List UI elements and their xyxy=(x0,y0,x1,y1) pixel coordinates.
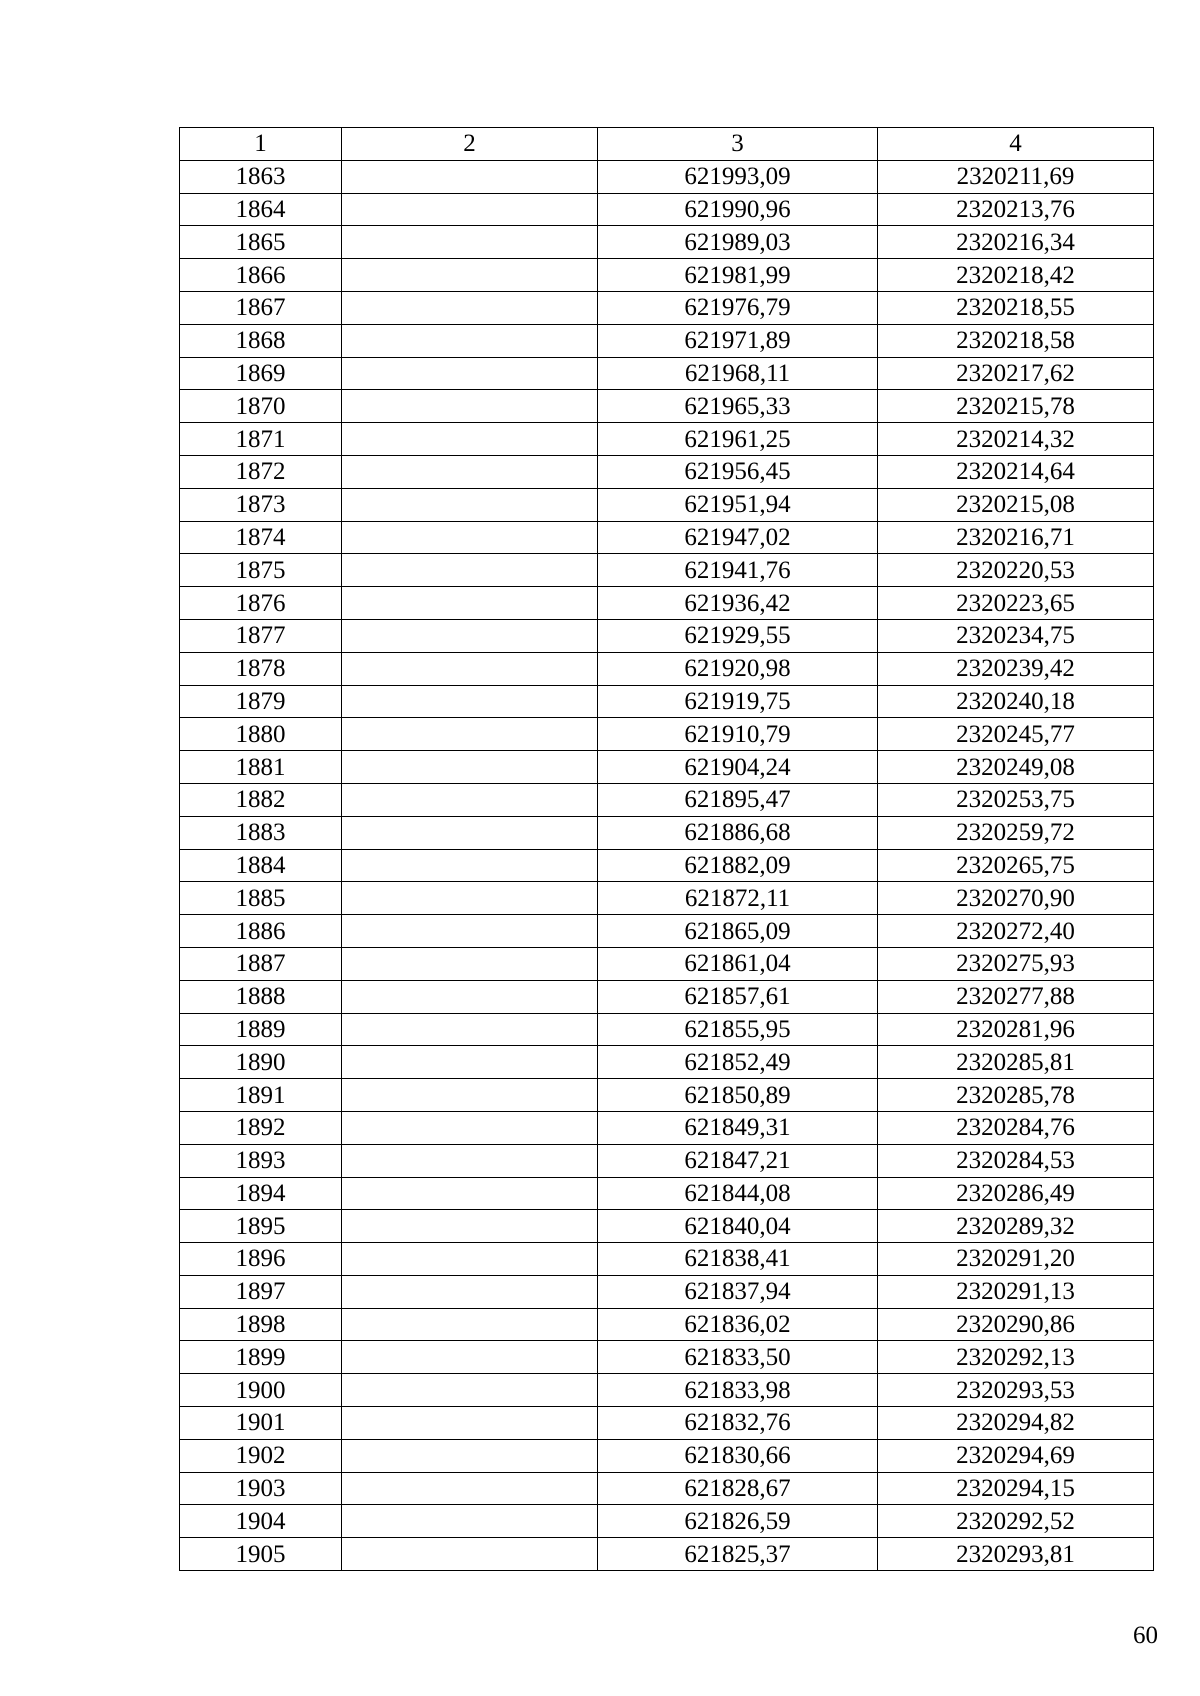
x-coordinate-cell: 621838,41 xyxy=(598,1243,878,1276)
point-number-cell: 1901 xyxy=(180,1407,342,1440)
x-coordinate-cell: 621872,11 xyxy=(598,882,878,915)
point-number-cell: 1883 xyxy=(180,816,342,849)
empty-cell xyxy=(342,652,598,685)
x-coordinate-cell: 621828,67 xyxy=(598,1472,878,1505)
y-coordinate-cell: 2320217,62 xyxy=(878,357,1154,390)
table-row xyxy=(180,554,1154,587)
point-number-cell: 1873 xyxy=(180,488,342,521)
empty-cell xyxy=(342,1472,598,1505)
point-number-cell: 1866 xyxy=(180,259,342,292)
empty-cell xyxy=(342,554,598,587)
point-number-cell: 1881 xyxy=(180,751,342,784)
y-coordinate-cell: 2320291,20 xyxy=(878,1243,1154,1276)
table-row xyxy=(180,751,1154,784)
x-coordinate-cell: 621965,33 xyxy=(598,390,878,423)
x-coordinate-cell: 621861,04 xyxy=(598,947,878,980)
empty-cell xyxy=(342,357,598,390)
table-row xyxy=(180,291,1154,324)
empty-cell xyxy=(342,1144,598,1177)
point-number-cell: 1884 xyxy=(180,849,342,882)
column-header-3: 3 xyxy=(598,128,878,161)
y-coordinate-cell: 2320216,71 xyxy=(878,521,1154,554)
point-number-cell: 1870 xyxy=(180,390,342,423)
y-coordinate-cell: 2320293,53 xyxy=(878,1374,1154,1407)
table-row xyxy=(180,423,1154,456)
x-coordinate-cell: 621895,47 xyxy=(598,783,878,816)
point-number-cell: 1864 xyxy=(180,193,342,226)
point-number-cell: 1898 xyxy=(180,1308,342,1341)
point-number-cell: 1895 xyxy=(180,1210,342,1243)
table-row xyxy=(180,1538,1154,1571)
table-row xyxy=(180,1439,1154,1472)
empty-cell xyxy=(342,423,598,456)
point-number-cell: 1879 xyxy=(180,685,342,718)
table-row xyxy=(180,1275,1154,1308)
point-number-cell: 1888 xyxy=(180,980,342,1013)
table-header-row xyxy=(180,128,1154,161)
empty-cell xyxy=(342,1079,598,1112)
point-number-cell: 1876 xyxy=(180,587,342,620)
y-coordinate-cell: 2320215,78 xyxy=(878,390,1154,423)
y-coordinate-cell: 2320286,49 xyxy=(878,1177,1154,1210)
y-coordinate-cell: 2320284,76 xyxy=(878,1111,1154,1144)
x-coordinate-cell: 621956,45 xyxy=(598,455,878,488)
table-row xyxy=(180,915,1154,948)
point-number-cell: 1871 xyxy=(180,423,342,456)
table-row xyxy=(180,980,1154,1013)
empty-cell xyxy=(342,685,598,718)
empty-cell xyxy=(342,1275,598,1308)
empty-cell xyxy=(342,1046,598,1079)
table-row xyxy=(180,226,1154,259)
y-coordinate-cell: 2320214,64 xyxy=(878,455,1154,488)
empty-cell xyxy=(342,1341,598,1374)
point-number-cell: 1892 xyxy=(180,1111,342,1144)
y-coordinate-cell: 2320211,69 xyxy=(878,160,1154,193)
table-row xyxy=(180,1407,1154,1440)
point-number-cell: 1877 xyxy=(180,619,342,652)
x-coordinate-cell: 621941,76 xyxy=(598,554,878,587)
empty-cell xyxy=(342,455,598,488)
table-row xyxy=(180,1013,1154,1046)
empty-cell xyxy=(342,1374,598,1407)
table-row xyxy=(180,1210,1154,1243)
table-row xyxy=(180,783,1154,816)
table-row xyxy=(180,882,1154,915)
y-coordinate-cell: 2320293,81 xyxy=(878,1538,1154,1571)
point-number-cell: 1887 xyxy=(180,947,342,980)
x-coordinate-cell: 621833,50 xyxy=(598,1341,878,1374)
table-row xyxy=(180,1505,1154,1538)
y-coordinate-cell: 2320218,42 xyxy=(878,259,1154,292)
x-coordinate-cell: 621849,31 xyxy=(598,1111,878,1144)
empty-cell xyxy=(342,718,598,751)
table-row xyxy=(180,1472,1154,1505)
y-coordinate-cell: 2320277,88 xyxy=(878,980,1154,1013)
x-coordinate-cell: 621882,09 xyxy=(598,849,878,882)
y-coordinate-cell: 2320292,13 xyxy=(878,1341,1154,1374)
point-number-cell: 1900 xyxy=(180,1374,342,1407)
y-coordinate-cell: 2320239,42 xyxy=(878,652,1154,685)
y-coordinate-cell: 2320265,75 xyxy=(878,849,1154,882)
x-coordinate-cell: 621830,66 xyxy=(598,1439,878,1472)
y-coordinate-cell: 2320294,82 xyxy=(878,1407,1154,1440)
table-row xyxy=(180,1111,1154,1144)
y-coordinate-cell: 2320285,78 xyxy=(878,1079,1154,1112)
x-coordinate-cell: 621981,99 xyxy=(598,259,878,292)
empty-cell xyxy=(342,619,598,652)
x-coordinate-cell: 621961,25 xyxy=(598,423,878,456)
y-coordinate-cell: 2320281,96 xyxy=(878,1013,1154,1046)
empty-cell xyxy=(342,226,598,259)
x-coordinate-cell: 621840,04 xyxy=(598,1210,878,1243)
y-coordinate-cell: 2320215,08 xyxy=(878,488,1154,521)
empty-cell xyxy=(342,980,598,1013)
point-number-cell: 1899 xyxy=(180,1341,342,1374)
empty-cell xyxy=(342,521,598,554)
point-number-cell: 1878 xyxy=(180,652,342,685)
table-row xyxy=(180,947,1154,980)
table-row xyxy=(180,324,1154,357)
y-coordinate-cell: 2320216,34 xyxy=(878,226,1154,259)
empty-cell xyxy=(342,816,598,849)
y-coordinate-cell: 2320294,15 xyxy=(878,1472,1154,1505)
x-coordinate-cell: 621929,55 xyxy=(598,619,878,652)
empty-cell xyxy=(342,193,598,226)
x-coordinate-cell: 621990,96 xyxy=(598,193,878,226)
y-coordinate-cell: 2320259,72 xyxy=(878,816,1154,849)
y-coordinate-cell: 2320294,69 xyxy=(878,1439,1154,1472)
table-row xyxy=(180,685,1154,718)
table-row xyxy=(180,1046,1154,1079)
x-coordinate-cell: 621855,95 xyxy=(598,1013,878,1046)
empty-cell xyxy=(342,291,598,324)
point-number-cell: 1880 xyxy=(180,718,342,751)
empty-cell xyxy=(342,1308,598,1341)
point-number-cell: 1905 xyxy=(180,1538,342,1571)
x-coordinate-cell: 621936,42 xyxy=(598,587,878,620)
x-coordinate-cell: 621920,98 xyxy=(598,652,878,685)
y-coordinate-cell: 2320234,75 xyxy=(878,619,1154,652)
x-coordinate-cell: 621989,03 xyxy=(598,226,878,259)
table-row xyxy=(180,160,1154,193)
y-coordinate-cell: 2320218,55 xyxy=(878,291,1154,324)
x-coordinate-cell: 621836,02 xyxy=(598,1308,878,1341)
empty-cell xyxy=(342,1210,598,1243)
empty-cell xyxy=(342,160,598,193)
point-number-cell: 1904 xyxy=(180,1505,342,1538)
point-number-cell: 1874 xyxy=(180,521,342,554)
y-coordinate-cell: 2320218,58 xyxy=(878,324,1154,357)
page-number: 60 xyxy=(1133,1622,1158,1649)
column-header-2: 2 xyxy=(342,128,598,161)
empty-cell xyxy=(342,1111,598,1144)
x-coordinate-cell: 621833,98 xyxy=(598,1374,878,1407)
point-number-cell: 1867 xyxy=(180,291,342,324)
x-coordinate-cell: 621976,79 xyxy=(598,291,878,324)
empty-cell xyxy=(342,882,598,915)
empty-cell xyxy=(342,915,598,948)
table-row xyxy=(180,1341,1154,1374)
x-coordinate-cell: 621850,89 xyxy=(598,1079,878,1112)
y-coordinate-cell: 2320275,93 xyxy=(878,947,1154,980)
x-coordinate-cell: 621993,09 xyxy=(598,160,878,193)
point-number-cell: 1865 xyxy=(180,226,342,259)
x-coordinate-cell: 621910,79 xyxy=(598,718,878,751)
y-coordinate-cell: 2320223,65 xyxy=(878,587,1154,620)
empty-cell xyxy=(342,488,598,521)
empty-cell xyxy=(342,1177,598,1210)
point-number-cell: 1869 xyxy=(180,357,342,390)
x-coordinate-cell: 621947,02 xyxy=(598,521,878,554)
empty-cell xyxy=(342,1013,598,1046)
table-row xyxy=(180,652,1154,685)
x-coordinate-cell: 621844,08 xyxy=(598,1177,878,1210)
point-number-cell: 1882 xyxy=(180,783,342,816)
empty-cell xyxy=(342,259,598,292)
x-coordinate-cell: 621951,94 xyxy=(598,488,878,521)
table-row xyxy=(180,193,1154,226)
x-coordinate-cell: 621968,11 xyxy=(598,357,878,390)
x-coordinate-cell: 621826,59 xyxy=(598,1505,878,1538)
empty-cell xyxy=(342,1407,598,1440)
table-row xyxy=(180,1079,1154,1112)
y-coordinate-cell: 2320214,32 xyxy=(878,423,1154,456)
point-number-cell: 1891 xyxy=(180,1079,342,1112)
x-coordinate-cell: 621857,61 xyxy=(598,980,878,1013)
point-number-cell: 1902 xyxy=(180,1439,342,1472)
empty-cell xyxy=(342,390,598,423)
point-number-cell: 1875 xyxy=(180,554,342,587)
table-row xyxy=(180,455,1154,488)
x-coordinate-cell: 621886,68 xyxy=(598,816,878,849)
y-coordinate-cell: 2320249,08 xyxy=(878,751,1154,784)
table-row xyxy=(180,619,1154,652)
y-coordinate-cell: 2320291,13 xyxy=(878,1275,1154,1308)
x-coordinate-cell: 621825,37 xyxy=(598,1538,878,1571)
table-row xyxy=(180,816,1154,849)
coordinates-table xyxy=(179,127,1154,1571)
empty-cell xyxy=(342,947,598,980)
table-row xyxy=(180,1144,1154,1177)
point-number-cell: 1872 xyxy=(180,455,342,488)
table-row xyxy=(180,1374,1154,1407)
x-coordinate-cell: 621847,21 xyxy=(598,1144,878,1177)
table-row xyxy=(180,390,1154,423)
table-row xyxy=(180,587,1154,620)
empty-cell xyxy=(342,324,598,357)
point-number-cell: 1903 xyxy=(180,1472,342,1505)
point-number-cell: 1885 xyxy=(180,882,342,915)
column-header-1: 1 xyxy=(180,128,342,161)
empty-cell xyxy=(342,849,598,882)
table-row xyxy=(180,521,1154,554)
table-row xyxy=(180,357,1154,390)
x-coordinate-cell: 621832,76 xyxy=(598,1407,878,1440)
x-coordinate-cell: 621852,49 xyxy=(598,1046,878,1079)
empty-cell xyxy=(342,587,598,620)
empty-cell xyxy=(342,783,598,816)
x-coordinate-cell: 621904,24 xyxy=(598,751,878,784)
table-row xyxy=(180,488,1154,521)
y-coordinate-cell: 2320245,77 xyxy=(878,718,1154,751)
y-coordinate-cell: 2320284,53 xyxy=(878,1144,1154,1177)
y-coordinate-cell: 2320292,52 xyxy=(878,1505,1154,1538)
point-number-cell: 1897 xyxy=(180,1275,342,1308)
empty-cell xyxy=(342,1439,598,1472)
x-coordinate-cell: 621919,75 xyxy=(598,685,878,718)
table-row xyxy=(180,849,1154,882)
y-coordinate-cell: 2320290,86 xyxy=(878,1308,1154,1341)
x-coordinate-cell: 621865,09 xyxy=(598,915,878,948)
empty-cell xyxy=(342,1243,598,1276)
y-coordinate-cell: 2320220,53 xyxy=(878,554,1154,587)
x-coordinate-cell: 621971,89 xyxy=(598,324,878,357)
y-coordinate-cell: 2320240,18 xyxy=(878,685,1154,718)
point-number-cell: 1893 xyxy=(180,1144,342,1177)
y-coordinate-cell: 2320213,76 xyxy=(878,193,1154,226)
point-number-cell: 1868 xyxy=(180,324,342,357)
empty-cell xyxy=(342,1538,598,1571)
table-row xyxy=(180,259,1154,292)
empty-cell xyxy=(342,1505,598,1538)
column-header-4: 4 xyxy=(878,128,1154,161)
point-number-cell: 1894 xyxy=(180,1177,342,1210)
y-coordinate-cell: 2320289,32 xyxy=(878,1210,1154,1243)
point-number-cell: 1889 xyxy=(180,1013,342,1046)
point-number-cell: 1890 xyxy=(180,1046,342,1079)
point-number-cell: 1886 xyxy=(180,915,342,948)
y-coordinate-cell: 2320253,75 xyxy=(878,783,1154,816)
table-row xyxy=(180,718,1154,751)
table-row xyxy=(180,1308,1154,1341)
empty-cell xyxy=(342,751,598,784)
point-number-cell: 1863 xyxy=(180,160,342,193)
table-body xyxy=(180,160,1154,1570)
table-row xyxy=(180,1177,1154,1210)
y-coordinate-cell: 2320270,90 xyxy=(878,882,1154,915)
y-coordinate-cell: 2320285,81 xyxy=(878,1046,1154,1079)
table-row xyxy=(180,1243,1154,1276)
y-coordinate-cell: 2320272,40 xyxy=(878,915,1154,948)
point-number-cell: 1896 xyxy=(180,1243,342,1276)
x-coordinate-cell: 621837,94 xyxy=(598,1275,878,1308)
